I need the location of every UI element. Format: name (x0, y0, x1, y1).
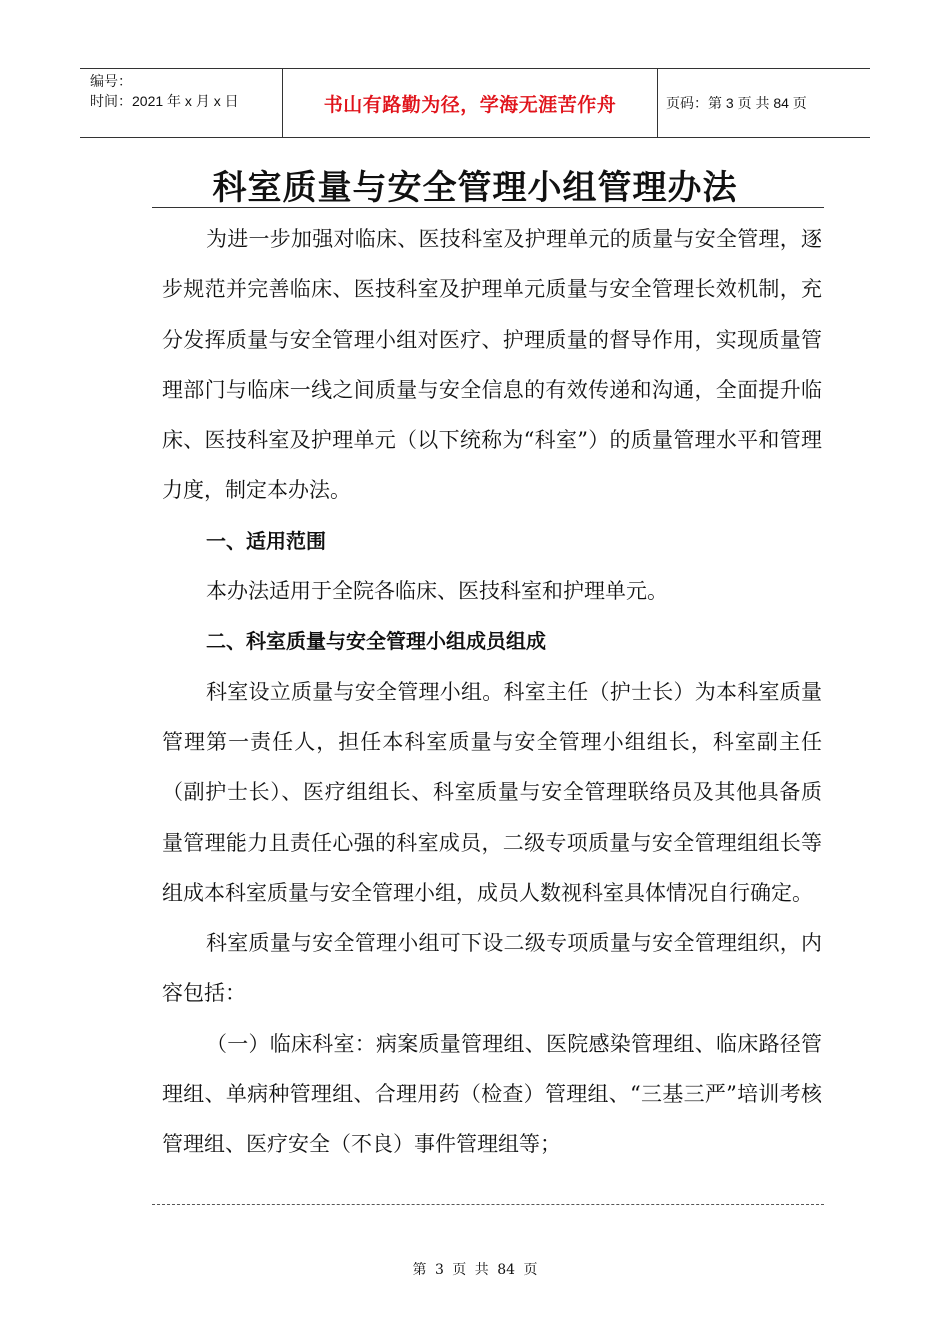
document-body (162, 214, 822, 1170)
header-motto: 书山有路勤为径，学海无涯苦作舟 (323, 93, 617, 116)
footer-dashed-divider (152, 1204, 824, 1205)
header-motto-cell (282, 69, 658, 137)
paragraph-members: 科室设立质量与安全管理小组。科室主任（护士长）为本科室质量管理第一责任人，担任本科室质量与安全管理小组组长，科室副主任（副护士长）、医疗组组长、科室质量与安全管理联络员及其他具备质量管理能力且责任心强的科室成员，二级专项质量与安全管理组组长等组成本科室质量与安全管理小组，成员人数视科室具体情况自行确定。 (162, 679, 822, 905)
header-page-info (658, 69, 870, 137)
paragraph-intro: 为进一步加强对临床、医技科室及护理单元的质量与安全管理，逐步规范并完善临床、医技科室及护理单元质量与安全管理长效机制，充分发挥质量与安全管理小组对医疗、护理质量的督导作用，实现质量管理部门与临床一线之间质量与安全信息的有效传递和沟通，全面提升临床、医技科室及护理单元（以下统称为“科室”）的质量管理水平和管理力度，制定本办法。 (162, 227, 822, 503)
document-number-label: 编号： (90, 73, 132, 89)
header-meta (80, 69, 282, 137)
paragraph-subgroups: 科室质量与安全管理小组可下设二级专项质量与安全管理组织，内容包括： (162, 931, 822, 1006)
document-time: 时间：2021 年 x 月 x 日 (90, 93, 239, 109)
section-heading-scope: 一、适用范围 (206, 528, 326, 553)
page-footer: 第 3 页 共 84 页 (412, 1262, 538, 1278)
title-underline (152, 207, 824, 208)
paragraph-scope: 本办法适用于全院各临床、医技科室和护理单元。 (206, 579, 668, 604)
section-heading-members: 二、科室质量与安全管理小组成员组成 (206, 629, 546, 654)
document-title: 科室质量与安全管理小组管理办法 (212, 168, 738, 208)
paragraph-clinical: （一）临床科室：病案质量管理组、医院感染管理组、临床路径管理组、单病种管理组、合理用药（检查）管理组、“三基三严”培训考核管理组、医疗安全（不良）事件管理组等； (162, 1031, 822, 1157)
page-info-text: 页码：第 3 页 共 84 页 (666, 95, 807, 111)
page-header (80, 68, 870, 138)
